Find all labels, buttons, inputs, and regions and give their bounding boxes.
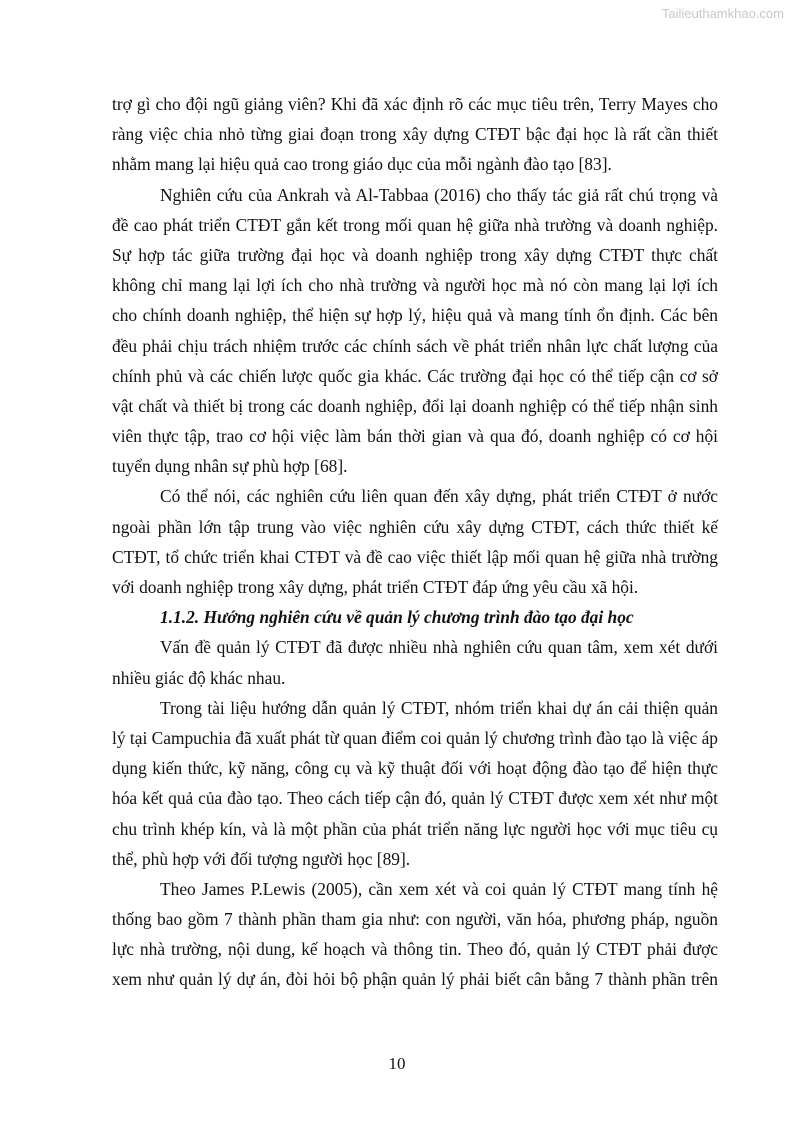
text-line: xem như quản lý dự án, đòi hỏi bộ phận quản lý phải biết cân bằng 7 thành phần trên [112, 969, 718, 990]
text-line: trợ gì cho đội ngũ giảng viên? Khi đã xác định rõ các mục tiêu trên, Terry Mayes cho [112, 94, 718, 114]
text-line: ngoài phần lớn tập trung vào việc nghiên cứu xây dựng CTĐT, cách thức thiết kế [112, 516, 718, 537]
watermark-text: Tailieuthamkhao.com [661, 6, 784, 21]
paragraph [112, 89, 718, 180]
text-line: viên thực tập, trao cơ hội việc làm bán thời gian và qua đó, doanh nghiệp có cơ hội [112, 426, 718, 447]
text-line: lực nhà trường, nội dung, kế hoạch và thông tin. Theo đó, quản lý CTĐT phải được [112, 939, 718, 960]
text-line: nhiều giác độ khác nhau. [112, 667, 286, 688]
text-line: dụng kiến thức, kỹ năng, công cụ và kỹ thuật đối với hoạt động đào tạo để hiện thực [112, 758, 718, 779]
text-line: CTĐT, tổ chức triển khai CTĐT và đề cao việc thiết lập mối quan hệ giữa nhà trường [112, 546, 718, 567]
text-line: ràng việc chia nhỏ từng giai đoạn trong xây dựng CTĐT bậc đại học là rất cần thiết [112, 124, 718, 145]
text-line: chu trình khép kín, và là một phần của phát triển năng lực người học với mục tiêu cụ [112, 818, 718, 839]
paragraph [112, 874, 718, 995]
text-line: Nghiên cứu của Ankrah và Al-Tabbaa (2016) cho thấy tác giả rất chú trọng và [160, 184, 718, 205]
text-line: hóa kết quả của đào tạo. Theo cách tiếp cận đó, quản lý CTĐT được xem xét như một [112, 788, 718, 809]
text-line: vật chất và thiết bị trong các doanh nghiệp, đổi lại doanh nghiệp có thể tiếp nhận sinh [112, 395, 718, 416]
text-line: Sự hợp tác giữa trường đại học và doanh nghiệp trong xây dựng CTĐT thực chất [112, 244, 718, 265]
text-line: không chỉ mang lại lợi ích cho nhà trường và người học mà nó còn mang lại lợi ích [112, 275, 718, 296]
section-heading [112, 602, 718, 632]
text-line: lý tại Campuchia đã xuất phát từ quan điểm coi quản lý chương trình đào tạo là việc áp [112, 727, 718, 748]
paragraph [112, 632, 718, 692]
text-line: đều phải chịu trách nhiệm trước các chính sách về phát triển nhân lực chất lượng của [112, 335, 718, 356]
paragraph [112, 693, 718, 874]
text-line: thống bao gồm 7 thành phần tham gia như: con người, văn hóa, phương pháp, nguồn [112, 909, 718, 930]
text-line: với doanh nghiệp trong xây dựng, phát triển CTĐT đáp ứng yêu cầu xã hội. [112, 577, 639, 597]
paragraph [112, 481, 718, 602]
text-line: Trong tài liệu hướng dẫn quản lý CTĐT, nhóm triển khai dự án cải thiện quản [160, 697, 718, 718]
text-line: Có thể nói, các nghiên cứu liên quan đến xây dựng, phát triển CTĐT ở nước [160, 486, 718, 507]
text-line: tuyển dụng nhân sự phù hợp [68]. [112, 456, 348, 477]
text-line: đề cao phát triển CTĐT gắn kết trong mối quan hệ giữa nhà trường và doanh nghiệp. [112, 214, 718, 235]
document-body [112, 89, 718, 995]
heading-text: 1.1.2. Hướng nghiên cứu về quản lý chương trình đào tạo đại học [160, 607, 634, 628]
text-line: nhằm mang lại hiệu quả cao trong giáo dục của mỗi ngành đào tạo [83]. [112, 154, 612, 175]
text-line: cho chính doanh nghiệp, thể hiện sự hợp lý, hiệu quả và mang tính ổn định. Các bên [112, 305, 718, 326]
text-line: Vấn đề quản lý CTĐT đã được nhiều nhà nghiên cứu quan tâm, xem xét dưới [160, 637, 718, 658]
text-line: Theo James P.Lewis (2005), cần xem xét và coi quản lý CTĐT mang tính hệ [160, 878, 718, 899]
text-line: chính phủ và các chiến lược quốc gia khác. Các trường đại học có thể tiếp cận cơ sở [112, 365, 718, 386]
text-line: thể, phù hợp với đối tượng người học [89]. [112, 848, 411, 869]
paragraph [112, 180, 718, 482]
page-number: 10 [388, 1054, 406, 1073]
